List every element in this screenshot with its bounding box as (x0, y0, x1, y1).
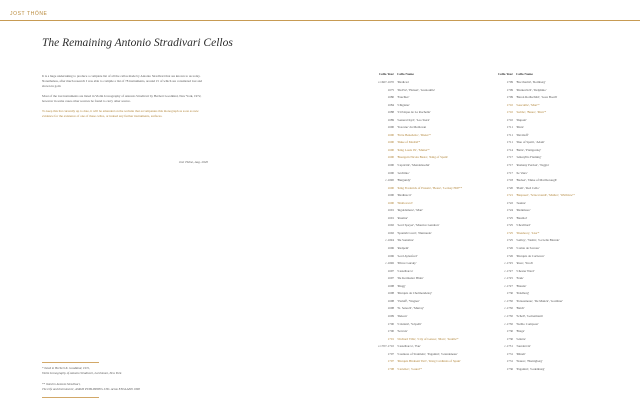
table-row (495, 230, 575, 238)
name-header: Cello Name (397, 72, 414, 76)
cello-year: 1699 (387, 313, 394, 318)
table-row (495, 328, 575, 336)
table-row (495, 253, 575, 261)
cello-year: 1697 (387, 276, 394, 281)
cello-name: 'Mineli' (516, 351, 526, 356)
cello-year: 1711 (506, 125, 513, 130)
cello-year: 1690 (387, 132, 394, 137)
cello-name: 'Magg' (397, 283, 406, 288)
cello-name: 'Mara' (516, 125, 524, 130)
table-row (495, 305, 575, 313)
cello-year: 1708 (387, 366, 394, 371)
table-row (495, 87, 575, 95)
cello-name: 'Mentmore' (516, 208, 531, 213)
table-row (366, 245, 462, 253)
cello-year: 1692 (387, 223, 394, 228)
cello-year: 1722 (506, 200, 513, 205)
cello-name: 'St. Senoch', 'Murray' (397, 306, 425, 311)
cello-name: 'Baich' (516, 306, 525, 311)
cello-year: 1725 (506, 230, 513, 235)
cello-year: 1717 (506, 170, 513, 175)
cello-year: 1717 (506, 163, 513, 168)
table-row (495, 117, 575, 125)
cello-list-right (495, 72, 575, 373)
cello-name: 'Fauchier' (397, 95, 410, 100)
cello-year: 1709 (506, 80, 513, 84)
table-row (366, 321, 462, 329)
cello-name: 'Baudiot' (516, 215, 528, 220)
cello-name: 'Schell', 'Goltermann' (516, 313, 544, 318)
cello-name: 'Baspasol', 'Sciacovandi', 'Muller', 'Wirthlow'* (516, 193, 575, 198)
cello-year: 1696 (387, 253, 394, 258)
cello-name: 'de Vaux' (516, 170, 528, 175)
cello-name: 'Prince Gursky' (397, 261, 417, 266)
cello-year: c.1667-1670 (377, 80, 394, 84)
cello-year: 1717 (506, 155, 513, 160)
table-row (495, 124, 575, 132)
table-row (366, 87, 462, 95)
table-row (366, 298, 462, 306)
table-row (366, 260, 462, 268)
table-row (495, 170, 575, 178)
table-row (495, 154, 575, 162)
cello-name: 'Jeanne' (516, 200, 526, 205)
table-row (366, 207, 462, 215)
year-header: Cello Year (378, 72, 394, 76)
cello-list-left-rows (366, 79, 462, 373)
cello-year: 1689 (387, 117, 394, 122)
signoff: Jost Thöne, Aug. 2020 (178, 160, 208, 164)
cello-year: 1711 (506, 140, 513, 145)
cello-list-left-header (366, 72, 462, 79)
cello-year: 1690 (387, 200, 394, 205)
cello-name: 'Chevillard' (516, 223, 531, 228)
cello-name: 'De Sonatine' (397, 238, 414, 243)
table-row (495, 343, 575, 351)
intro-paragraph-3: To keep this list currently up to date, it will be amended on the website that accompanies this monograph as soon as new evidence for the existence of one of these cellos, or indeed any further instruments, surfaces. (42, 109, 199, 118)
footnote-divider-2 (42, 397, 99, 398)
cello-name: 'Batta', 'Piatigorsky' (516, 147, 542, 152)
cello-name: 'L'Ovêque de La Rochelle' (397, 110, 431, 115)
table-row (495, 237, 575, 245)
cello-year: 1707 (387, 351, 394, 356)
name-header: Cello Name (516, 72, 533, 76)
cello-list-left (366, 72, 462, 373)
cello-name: 'Redpem' (397, 246, 409, 251)
cello-year: 1725 (506, 238, 513, 243)
cello-name: 'Becker', 'Duke of Marlborough' (516, 178, 557, 183)
cello-year: 1726 (506, 253, 513, 258)
cello-name: 'Rosmar' (397, 215, 409, 220)
cello-year: 1690 (387, 170, 394, 175)
cello-year: 1725 (506, 223, 513, 228)
cello-year: c.1731 (504, 344, 513, 349)
cello-name: 'Romany Perdon', 'Taggia' (516, 163, 550, 168)
table-row (366, 230, 462, 238)
table-row (366, 185, 462, 193)
table-row (495, 358, 575, 366)
cello-year: 1725 (506, 215, 513, 220)
cello-name: 'Baron Rothschild', 'Gore Booth' (516, 95, 558, 100)
cello-name: 'Castelbarco' (397, 268, 414, 273)
cello-year: 1690 (387, 125, 394, 130)
cello-name: 'Stauss', 'Hornigberg' (516, 359, 543, 364)
cello-name: 'Paganini', 'Ladenburg' (516, 366, 545, 371)
cello-name: 'Vieluff', 'Wagner' (397, 298, 420, 303)
table-row (366, 313, 462, 321)
cello-year: 1700 (387, 329, 394, 334)
table-row (495, 268, 575, 276)
table-row (366, 132, 462, 140)
cello-list-right-rows (495, 79, 575, 373)
cello-name: 'Gascaille', 'Marr'* (516, 102, 540, 107)
table-row (495, 102, 575, 110)
table-row (366, 177, 462, 185)
table-row (366, 290, 462, 298)
table-row (495, 162, 575, 170)
cello-year: 1680 (387, 95, 394, 100)
cello-year: 1690 (387, 140, 394, 145)
cello-name: 'Dreubecq', 'Lise'* (516, 230, 540, 235)
table-row (366, 237, 462, 245)
cello-name: 'Pendberg' (516, 291, 530, 296)
table-row (366, 117, 462, 125)
cello-name: 'Braude' (516, 283, 527, 288)
cello-year: 1692 (387, 230, 394, 235)
footnote-1 (42, 366, 121, 376)
cello-year: 1724 (506, 208, 513, 213)
cello-year: c.1696 (385, 261, 394, 266)
brand-label: JOST THÖNE (10, 11, 48, 17)
page-title: The Remaining Antonio Stradivari Cellos (42, 37, 233, 49)
table-row (495, 260, 575, 268)
table-row (366, 328, 462, 336)
cello-year: 1691 (387, 208, 394, 213)
table-row (366, 343, 462, 351)
cello-year: 1691 (387, 215, 394, 220)
cello-year: 1688 (387, 110, 394, 115)
cello-name: 'Amaryllis Fleming' (516, 155, 542, 160)
cello-name: 'Marquis Birabeni Tirri', 'King Cardinals of Spain' (397, 359, 461, 364)
cello-name: 'Marquis de Cholmondeley' (397, 291, 433, 296)
table-row (495, 351, 575, 359)
table-row (495, 79, 575, 87)
cello-year: c.1727 (504, 268, 513, 273)
cello-year: 1698 (387, 291, 394, 296)
cello-year: 1709 (506, 95, 513, 100)
table-row (495, 132, 575, 140)
cello-name: 'Medinacci' (397, 193, 412, 198)
table-row (366, 358, 462, 366)
table-row (366, 139, 462, 147)
table-row (495, 366, 575, 374)
cello-year: 1690 (387, 155, 394, 160)
cello-name: 'Du Pré', 'Hansel', 'Grenouille' (397, 87, 436, 92)
cello-name: 'Comte de Saveau' (516, 246, 540, 251)
table-row (495, 298, 575, 306)
cello-year: 1709 (506, 87, 513, 92)
table-row (366, 154, 462, 162)
table-row (495, 207, 575, 215)
cello-name: 'Castelbarco', 'Pau' (397, 344, 421, 349)
cello-name: 'Braga' (516, 329, 525, 334)
table-row (495, 321, 575, 329)
cello-name: 'General Kyd', 'Leo Stern' (397, 117, 430, 122)
cello-year: 1698 (387, 298, 394, 303)
cello-list-right-header (495, 72, 575, 79)
cello-name: 'Dupont' (516, 117, 527, 122)
cello-year: 1696 (387, 246, 394, 251)
cello-year: 1736 (506, 366, 513, 371)
table-row (366, 94, 462, 102)
cello-year: 1730 (506, 291, 513, 296)
table-row (366, 222, 462, 230)
footnote-divider-1 (42, 362, 99, 363)
table-row (366, 102, 462, 110)
cello-year: 1731 (506, 359, 513, 364)
cello-name: 'Markevitch', 'Delphino' (516, 87, 547, 92)
footnote-2-line-1: ** listed in Antonio Stradivari, (42, 382, 81, 386)
footnote-1-line-2: Violin Iconography of Antonio Stradivari, Larchmont, New York (42, 370, 122, 375)
cello-name: 'Capricini', 'Mendelssohn' (397, 163, 430, 168)
table-row (366, 192, 462, 200)
table-row (495, 283, 575, 291)
cello-year: c.1725 (504, 276, 513, 281)
cello-name: 'Marquis de Corberon' (516, 253, 545, 258)
cello-year: 1684 (387, 102, 394, 107)
table-row (366, 162, 462, 170)
cello-name: 'Spanish Court', 'Dunraudo' (397, 230, 432, 235)
cello-year: c.1694 (385, 238, 394, 243)
cello-year: 1720 (506, 185, 513, 190)
cello-name: 'Toscano' du Medicean (397, 125, 427, 130)
cello-name: 'King Louis IX', 'Mutter'* (397, 147, 430, 152)
cello-year: 1690 (387, 193, 394, 198)
cello-year: 1731 (506, 351, 513, 356)
table-row (495, 94, 575, 102)
table-row (366, 215, 462, 223)
intro-text (42, 74, 208, 124)
table-row (495, 336, 575, 344)
cello-year: 1700 (387, 321, 394, 326)
cello-year: 1726 (506, 246, 513, 251)
cello-name: 'Burgundy' (397, 178, 411, 183)
table-row (366, 79, 462, 87)
cello-name: 'Boccherini', 'Romberg' (516, 80, 546, 84)
cello-year: 1697 (387, 268, 394, 273)
table-row (366, 109, 462, 117)
cello-year: c.1730 (504, 313, 513, 318)
table-row (495, 275, 575, 283)
table-row (366, 305, 462, 313)
table-row (495, 192, 575, 200)
cello-name: 'Gilette' (516, 336, 526, 341)
cello-year: 1711 (506, 132, 513, 137)
table-row (366, 147, 462, 155)
cello-name: 'Piatti', 'Red Cello' (516, 185, 540, 190)
cello-name: 'Ponsonneau', 'De Munck', 'Gardiner' (516, 298, 563, 303)
table-row (366, 275, 462, 283)
table-row (495, 109, 575, 117)
cello-name: 'Archinto' (397, 170, 410, 175)
cello-year: 1690 (387, 185, 394, 190)
table-row (366, 336, 462, 344)
cello-name: 'Cartelier', 'Laurel'* (397, 366, 422, 371)
table-row (495, 222, 575, 230)
footnote-2-line-2: The Life and Instruments', AMATI PUBLISHING LTD. Acton ENGLAND 1998 (42, 386, 140, 391)
cello-year: 1718 (506, 178, 513, 183)
cello-year: 1698 (387, 283, 394, 288)
cello-name: 'King Frederick of Prussia', 'Beare', 'Leckey Hill'** (397, 185, 463, 190)
table-row (366, 200, 462, 208)
cello-year: c.1730 (504, 306, 513, 311)
table-row (495, 215, 575, 223)
cello-name: 'Lubbe', 'Beare', 'Marr'* (516, 110, 547, 115)
cello-name: 'Ross', 'Stroh' (516, 261, 533, 266)
cello-year: c.1727 (504, 283, 513, 288)
cello-name: 'Bourgoin Nicola Besta', 'King of Spain' (397, 155, 448, 160)
cello-name: 'Duo of Spain', 'Adam' (516, 140, 545, 145)
intro-paragraph-1: It is a huge undertaking to produce a complete list of all the cellos made by Antonio Stradivari that are known to us today. Nonetheless, after much research I was able to compile a list of 78 instruments, around 15 of which are considered lost and shown in gold. (42, 74, 203, 88)
cello-year: 1714 (506, 147, 513, 152)
cello-name: 'Deleon' (397, 313, 408, 318)
cello-year: 1730 (506, 336, 513, 341)
table-row (366, 366, 462, 374)
intro-paragraph-2: Most of the lost instruments are listed in Violin Iconography of Antonio Stradivari by Herbert Goodkind, New York, 1972, however in some cases other sources be found to carry other source. (42, 94, 202, 103)
cello-year: 1710 (506, 110, 513, 115)
cello-name: 'De Kermadec Blain' (397, 276, 424, 281)
table-row (495, 177, 575, 185)
table-row (495, 313, 575, 321)
footnote-2 (42, 382, 140, 392)
cello-year: 1675 (387, 87, 394, 92)
cello-year: c.1707-1710 (377, 344, 394, 349)
cello-year: c.1730 (504, 298, 513, 303)
cello-name: 'Shallovacci' (397, 200, 414, 205)
cello-year: 1698 (387, 306, 394, 311)
year-header: Cello Year (497, 72, 513, 76)
cello-name: 'Chigiano' (397, 102, 410, 107)
table-row (495, 185, 575, 193)
cello-name: 'Davidoff' (516, 132, 529, 137)
cello-year: 1710 (506, 102, 513, 107)
cello-year: 1721 (506, 193, 513, 198)
cello-year: 1701 (387, 336, 394, 341)
cello-name: 'Chester Ward' (516, 268, 535, 273)
cello-name: 'Ingoldsmere', 'Marr' (397, 208, 424, 213)
table-row (366, 124, 462, 132)
cello-name: 'Lord Speyer', 'Maurice Gendron' (397, 223, 440, 228)
cello-name: 'Jourdevrix' (516, 344, 531, 349)
cello-year: 1690 (387, 147, 394, 152)
cello-year: c.1690 (385, 178, 394, 183)
cello-name: 'Countess of Stainlein', 'Paganini', 'Grandeneau' (397, 351, 458, 356)
cello-name: 'Duke of Madrid'* (397, 140, 421, 145)
header-rule (0, 20, 640, 21)
footnote-1-line-1: * listed in Herbert K. Goodkind, 1972, (42, 366, 90, 370)
table-row (366, 268, 462, 276)
cello-year: 1710 (506, 117, 513, 122)
table-row (366, 253, 462, 261)
table-row (495, 200, 575, 208)
cello-year: 1707 (387, 359, 394, 364)
cello-name: 'Lord Aylesford' (397, 253, 418, 258)
cello-year: 1690 (387, 163, 394, 168)
table-row (366, 283, 462, 291)
cello-name: 'Medicea' (397, 80, 410, 84)
table-row (366, 170, 462, 178)
cello-name: 'Frère Benedetto', 'Dieter'* (397, 132, 431, 137)
cello-name: 'Cristiani', 'Scipelli' (397, 321, 422, 326)
cello-name: 'Gallay', 'Vaslin', 'La belle Blonde' (516, 238, 560, 243)
cello-name: 'Servais' (397, 329, 408, 334)
table-row (495, 147, 575, 155)
table-row (495, 245, 575, 253)
cello-name: 'Stellio Compson' (516, 321, 539, 326)
table-row (495, 290, 575, 298)
cello-year: c.1730 (504, 321, 513, 326)
cello-year: c.1725 (504, 261, 513, 266)
cello-name: 'Orchard Villa', 'City of Genoa', 'Marr', 'Zeaille'* (397, 336, 459, 341)
cello-year: 1730 (506, 329, 513, 334)
cello-name: 'Feuk' (516, 276, 524, 281)
table-row (495, 139, 575, 147)
table-row (366, 351, 462, 359)
